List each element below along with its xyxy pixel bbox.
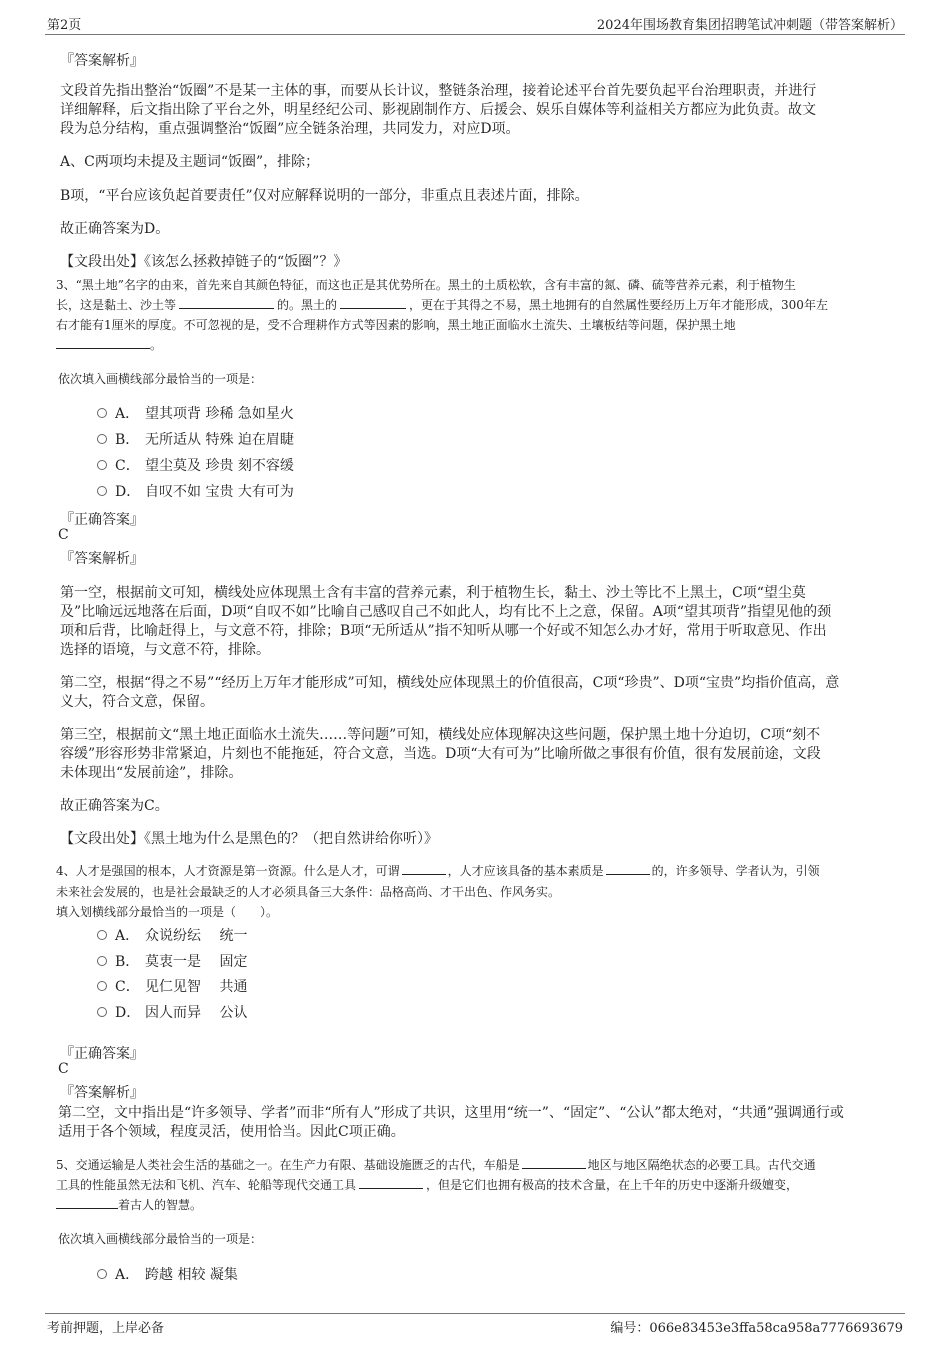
q3-source: 【文段出处】《黑土地为什么是黑色的？（把自然讲给你听）》 [60,831,438,847]
radio-icon[interactable] [97,1007,107,1017]
q5-prompt: 依次填入画横线部分最恰当的一项是： [58,1232,263,1246]
q5-stem-text: ，但是它们也拥有极高的技术含量，在上千年的历史中逐渐升级嬗变， [426,1178,799,1192]
fill-blank [56,1196,118,1209]
footer-slogan: 考前押题，上岸必备 [47,1321,165,1336]
q3-stem-text: 。 [150,338,163,352]
option-key: B． [115,954,140,970]
radio-icon[interactable] [97,930,107,940]
document-title: 2024年围场教育集团招聘笔试冲刺题（带答案解析） [596,18,903,33]
radio-icon[interactable] [97,434,107,444]
fill-blank [179,296,274,309]
option-key: C． [115,979,140,995]
q3-analysis-line: 选择的语境，与文意不符，排除。 [60,642,270,658]
option-key: A． [115,406,140,422]
option-text: 因人而异 公认 [145,1005,248,1021]
radio-icon[interactable] [97,460,107,470]
q5-stem-text: 地区与地区隔绝状态的必要工具。古代交通 [587,1158,816,1172]
q3-option-a[interactable] [97,403,294,423]
q4-option-c[interactable] [97,976,247,996]
q4-stem-text: 的，许多领导、学者认为，引领 [651,864,820,878]
q5-stem-text: 工具的性能虽然无法和飞机、汽车、轮船等现代交通工具 [56,1178,357,1192]
q2-analysis-line: 故正确答案为D。 [60,221,170,237]
q3-analysis-line: 项和后背，比喻赶得上，与文意不符，排除；B项“无所适从”指不知听从哪一个好或不知怎么办才好，常用于听取意见、作出 [60,623,827,639]
q3-option-d[interactable] [97,481,294,501]
fill-blank [340,296,406,309]
q4-stem-line: 未来社会发展的，也是社会最缺乏的人才必须具备三大条件：品格高尚、才干出色、作风务实。 [56,885,561,899]
fill-blank [606,862,650,875]
q3-stem-text: 长，这是黏土、沙土等 [56,298,177,312]
q4-option-d[interactable] [97,1002,247,1022]
q3-analysis-line: 容缓”形容形势非常紧迫，片刻也不能拖延，符合文意，当选。D项“大有可为”比喻所做之事很有价值，很有发展前途，文段 [60,746,821,762]
q3-option-c[interactable] [97,455,294,475]
option-key: B． [115,432,140,448]
page-header [45,12,905,35]
q4-analysis-line: 适用于各个领域，程度灵活，使用恰当。因此C项正确。 [58,1124,405,1140]
q3-analysis-line: 第一空，根据前文可知，横线处应体现黑土含有丰富的营养元素，利于植物生长，黏土、沙土等比不上黑土，C项“望尘莫 [60,585,806,601]
fill-blank [522,1156,586,1169]
radio-icon[interactable] [97,981,107,991]
q3-stem-line [56,296,828,313]
q3-analysis-line: 故正确答案为C。 [60,798,169,814]
q3-analysis-line: 第三空，根据前文“黑土地正面临水土流失……等问题”可知，横线处应体现解决这些问题，保护黑土地十分迫切，C项“刻不 [60,727,821,743]
q4-correct-label: 『正确答案』 [60,1046,144,1062]
option-key: A． [115,928,140,944]
q5-stem-line [56,1156,816,1173]
option-text: 无所适从 特殊 迫在眉睫 [145,432,294,448]
q3-correct-answer: C [58,527,69,543]
q4-prompt: 填入划横线部分最恰当的一项是（ ）。 [56,905,279,919]
q3-analysis-label: 『答案解析』 [60,551,144,567]
option-key: C． [115,458,140,474]
q3-analysis-line: 及”比喻远远地落在后面，D项“自叹不如”比喻自己感叹自己不如此人，均有比不上之意，保留。A项“望其项背”指望见他的颈 [60,604,832,620]
q4-option-a[interactable] [97,925,247,945]
document-id: 编号：066e83453e3ffa58ca958a7776693679 [610,1321,903,1336]
option-key: D． [115,1005,141,1021]
option-key: D． [115,484,141,500]
q3-stem-line [56,336,162,353]
q3-analysis-line: 义大，符合文意，保留。 [60,694,214,710]
radio-icon[interactable] [97,408,107,418]
q2-analysis-line: B项，“平台应该负起首要责任”仅对应解释说明的一部分，非重点且表述片面，排除。 [60,188,589,204]
q4-analysis-line: 第二空，文中指出是“许多领导、学者”而非“所有人”形成了共识，这里用“统一”、“固定”、“公认”都太绝对，“共通”强调通行或 [58,1105,844,1121]
fill-blank [402,862,446,875]
q5-stem-line [56,1176,798,1193]
q4-option-b[interactable] [97,951,247,971]
fill-blank [359,1176,423,1189]
q4-stem-line [56,862,820,879]
q2-source: 【文段出处】《该怎么拯救掉链子的“饭圈”？》 [60,254,348,270]
q3-option-b[interactable] [97,429,294,449]
q5-option-a[interactable] [97,1264,238,1284]
page-footer [45,1313,905,1336]
q5-stem-text: 5、交通运输是人类社会生活的基础之一。在生产力有限、基础设施匮乏的古代，车船是 [56,1158,520,1172]
q3-stem-text: 的。黑土的 [277,298,338,312]
q5-stem-text: 着古人的智慧。 [118,1198,203,1212]
radio-icon[interactable] [97,956,107,966]
option-text: 望尘莫及 珍贵 刻不容缓 [145,458,294,474]
option-text: 自叹不如 宝贵 大有可为 [145,484,294,500]
q3-prompt: 依次填入画横线部分最恰当的一项是： [58,372,263,386]
q4-analysis-label: 『答案解析』 [60,1085,144,1101]
option-key: A． [115,1267,140,1283]
q2-analysis-line: 文段首先指出整治“饭圈”不是某一主体的事，而要从长计议，整链条治理，接着论述平台首先要负起平台治理职责，并进行 [60,83,817,99]
q3-stem-line: 右才能有1厘米的厚度。不可忽视的是，受不合理耕作方式等因素的影响，黑土地正面临水土流失、土壤板结等问题，保护黑土地 [56,318,736,332]
q2-analysis-line: A、C两项均未提及主题词“饭圈”，排除； [60,154,320,170]
q3-analysis-line: 第二空，根据“得之不易”“经历上万年才能形成”可知，横线处应体现黑土的价值很高，C项“珍贵”、D项“宝贵”均指价值高，意 [60,675,840,691]
q3-stem-line: 3、“黑土地”名字的由来，首先来自其颜色特征，而这也正是其优势所在。黑土的土质松软，含有丰富的氮、磷、硫等营养元素，利于植物生 [56,278,796,292]
fill-blank [56,336,150,349]
option-text: 望其项背 珍稀 急如星火 [145,406,294,422]
q3-analysis-line: 未体现出“发展前途”，排除。 [60,765,243,781]
radio-icon[interactable] [97,1269,107,1279]
q2-analysis-line: 段为总分结构，重点强调整治“饭圈”应全链条治理，共同发力，对应D项。 [60,121,520,137]
radio-icon[interactable] [97,486,107,496]
option-text: 见仁见智 共通 [145,979,248,995]
option-text: 莫衷一是 固定 [145,954,248,970]
q2-analysis-label: 『答案解析』 [60,53,144,69]
q5-stem-line [56,1196,202,1213]
q3-stem-text: ，更在于其得之不易，黑土地拥有的自然属性要经历上万年才能形成，300年左 [409,298,828,312]
q2-analysis-line: 详细解释，后文指出除了平台之外，明星经纪公司、影视剧制作方、后援会、娱乐自媒体等利益相关方都应为此负责。故文 [60,102,816,118]
q4-stem-text: 4、人才是强国的根本，人才资源是第一资源。什么是人才，可谓 [56,864,400,878]
q4-stem-text: ，人才应该具备的基本素质是 [447,864,604,878]
option-text: 跨越 相较 凝集 [145,1267,238,1283]
page-number: 第2页 [47,18,82,33]
option-text: 众说纷纭 统一 [145,928,248,944]
q3-correct-label: 『正确答案』 [60,512,144,528]
q4-correct-answer: C [58,1061,69,1077]
